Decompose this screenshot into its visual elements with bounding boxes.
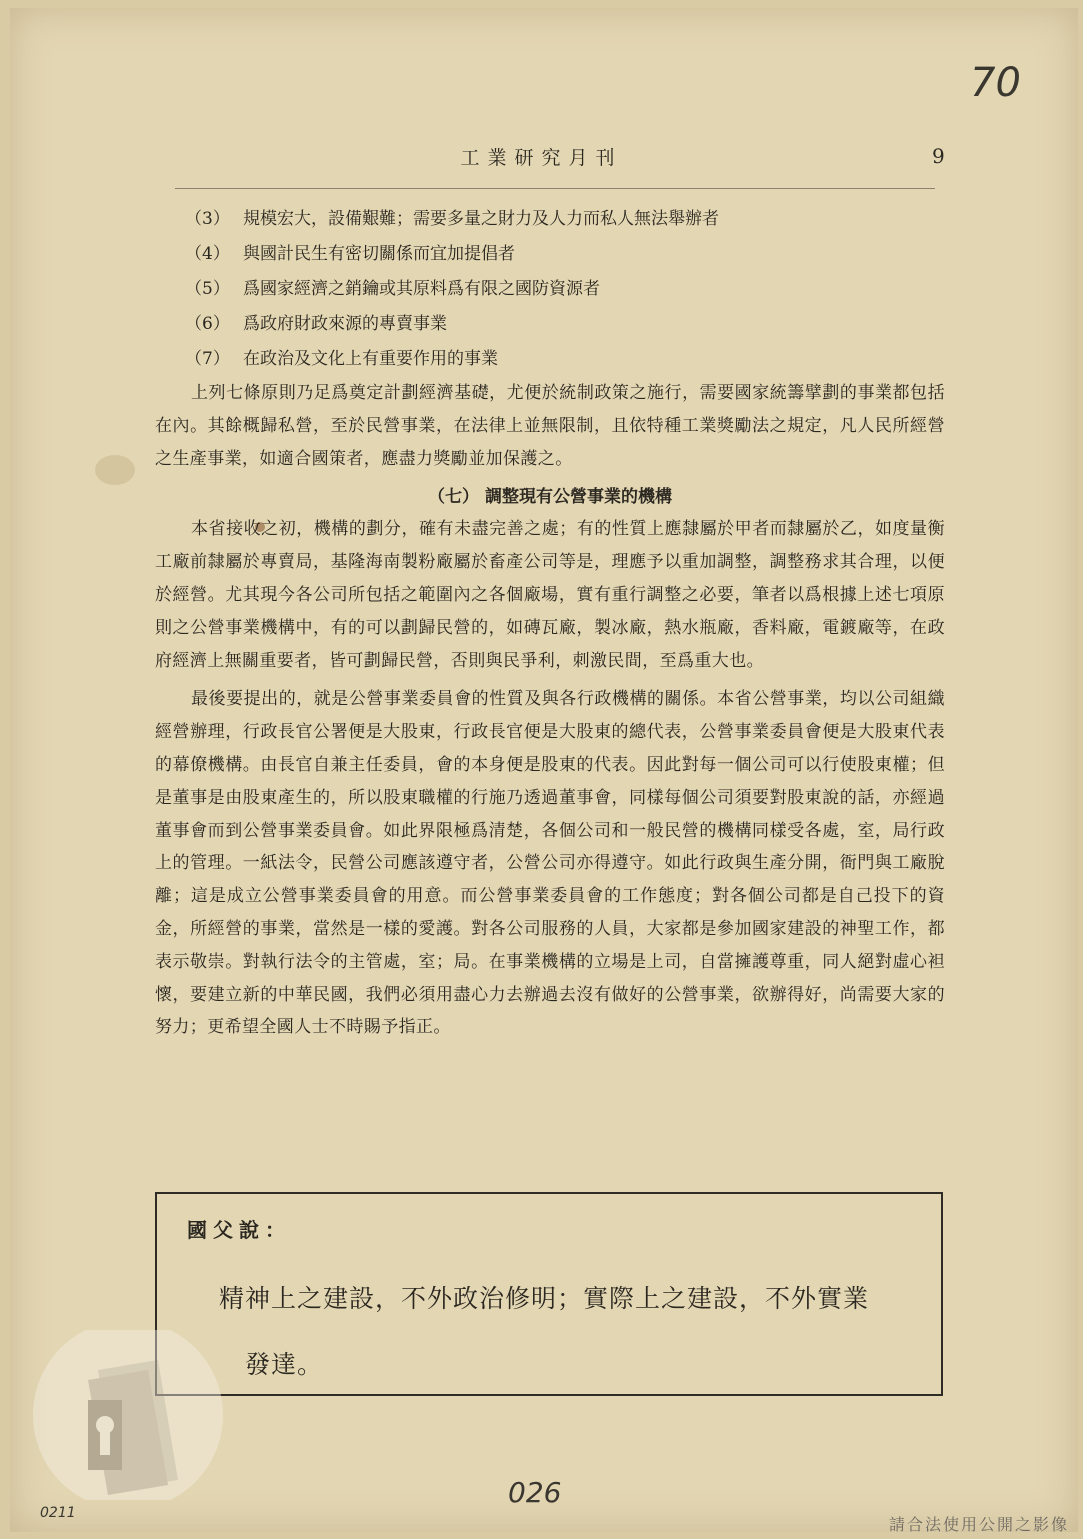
list-item-text: 在政治及文化上有重要作用的事業 bbox=[243, 349, 498, 369]
quote-text bbox=[219, 1266, 909, 1398]
section-number: （七） bbox=[428, 487, 480, 508]
quote-box bbox=[155, 1192, 943, 1396]
quote-line-1: 精神上之建設，不外政治修明；實際上之建設，不外實業 bbox=[219, 1284, 870, 1313]
handwritten-folio-number: 70 bbox=[970, 60, 1021, 106]
list-item bbox=[155, 202, 945, 237]
list-item bbox=[155, 307, 945, 342]
list-item-number: （7） bbox=[185, 349, 230, 369]
journal-title: 工業研究月刊 bbox=[460, 147, 623, 169]
list-item bbox=[155, 342, 945, 377]
header-rule bbox=[175, 188, 935, 189]
section-title: 調整現有公營事業的機構 bbox=[484, 487, 672, 508]
list-item-text: 與國計民生有密切關係而宜加提倡者 bbox=[243, 244, 515, 264]
list-item bbox=[155, 272, 945, 307]
quote-line-2: 發達。 bbox=[245, 1350, 324, 1379]
handwritten-corner-number: 0211 bbox=[40, 1505, 76, 1521]
paper-stain bbox=[95, 455, 135, 485]
list-item-number: （3） bbox=[185, 209, 230, 229]
section-heading bbox=[155, 477, 945, 513]
archive-watermark: 請合法使用公開之影像 bbox=[888, 1515, 1069, 1534]
paragraph-principles-summary: 上列七條原則乃足爲奠定計劃經濟基礎，尤便於統制政策之施行，需要國家統籌擘劃的事業都包括在內。其餘概歸私營，至於民營事業，在法律上並無限制，且依特種工業獎勵法之規定，凡人民所經營之生產事業，如適合國策者，應盡力獎勵並加保護之。 bbox=[155, 383, 945, 469]
list-item-text: 爲國家經濟之銷鑰或其原料爲有限之國防資源者 bbox=[243, 279, 600, 299]
list-item-number: （5） bbox=[185, 279, 230, 299]
handwritten-bottom-number: 026 bbox=[508, 1476, 562, 1509]
list-item-text: 規模宏大，設備艱難；需要多量之財力及人力而私人無法舉辦者 bbox=[243, 209, 719, 229]
list-item-number: （6） bbox=[185, 314, 230, 334]
list-item-text: 爲政府財政來源的專賣事業 bbox=[243, 314, 447, 334]
quote-label: 國父說： bbox=[187, 1218, 291, 1242]
article-body bbox=[155, 202, 945, 1044]
list-item bbox=[155, 237, 945, 272]
paragraph-committee-relations: 最後要提出的，就是公營事業委員會的性質及與各行政機構的關係。本省公營事業，均以公司組織經營辦理，行政長官公署便是大股東，行政長官便是大股東的總代表，公營事業委員會便是大股東代表的幕僚機構。由長官自兼主任委員，會的本身便是股東的代表。因此對每一個公司可以行使股東權；但是董事是由股東產生的，所以股東職權的行施乃透過董事會，同樣每個公司須要對股東說的話，亦經過董事會而到公營事業委員會。如此界限極爲清楚，各個公司和一般民營的機構同樣受各處，室，局行政上的管理。一紙法令，民營公司應該遵守者，公營公司亦得遵守。如此行政與生產分開，衙門與工廠脫離；這是成立公營事業委員會的用意。而公營事業委員會的工作態度；對各個公司都是自己投下的資金，所經營的事業，當然是一樣的愛護。對各公司服務的人員，大家都是參加國家建設的神聖工作，都表示敬崇。對執行法令的主管處，室；局。在事業機構的立場是上司，自當擁護尊重，同人絕對虛心袒懷，要建立新的中華民國，我們必須用盡心力去辦過去沒有做好的公營事業，欲辦得好，尚需要大家的努力；更希望全國人士不時賜予指正。 bbox=[155, 689, 945, 1038]
list-item-number: （4） bbox=[185, 244, 230, 264]
archive-logo-icon bbox=[28, 1330, 228, 1500]
page-number: 9 bbox=[932, 144, 945, 168]
paragraph-reorganization: 本省接收之初，機構的劃分，確有未盡完善之處；有的性質上應隸屬於甲者而隸屬於乙，如度量衡工廠前隸屬於專賣局，基隆海南製粉廠屬於畜產公司等是，理應予以重加調整，調整務求其合理，以便於經營。尤其現今各公司所包括之範圍內之各個廠場，實有重行調整之必要，筆者以爲根據上述七項原則之公營事業機構中，有的可以劃歸民營的，如磚瓦廠，製冰廠，熱水瓶廠，香料廠，電鍍廠等，在政府經濟上無關重要者，皆可劃歸民營，否則與民爭利，刺激民間，至爲重大也。 bbox=[155, 519, 945, 671]
